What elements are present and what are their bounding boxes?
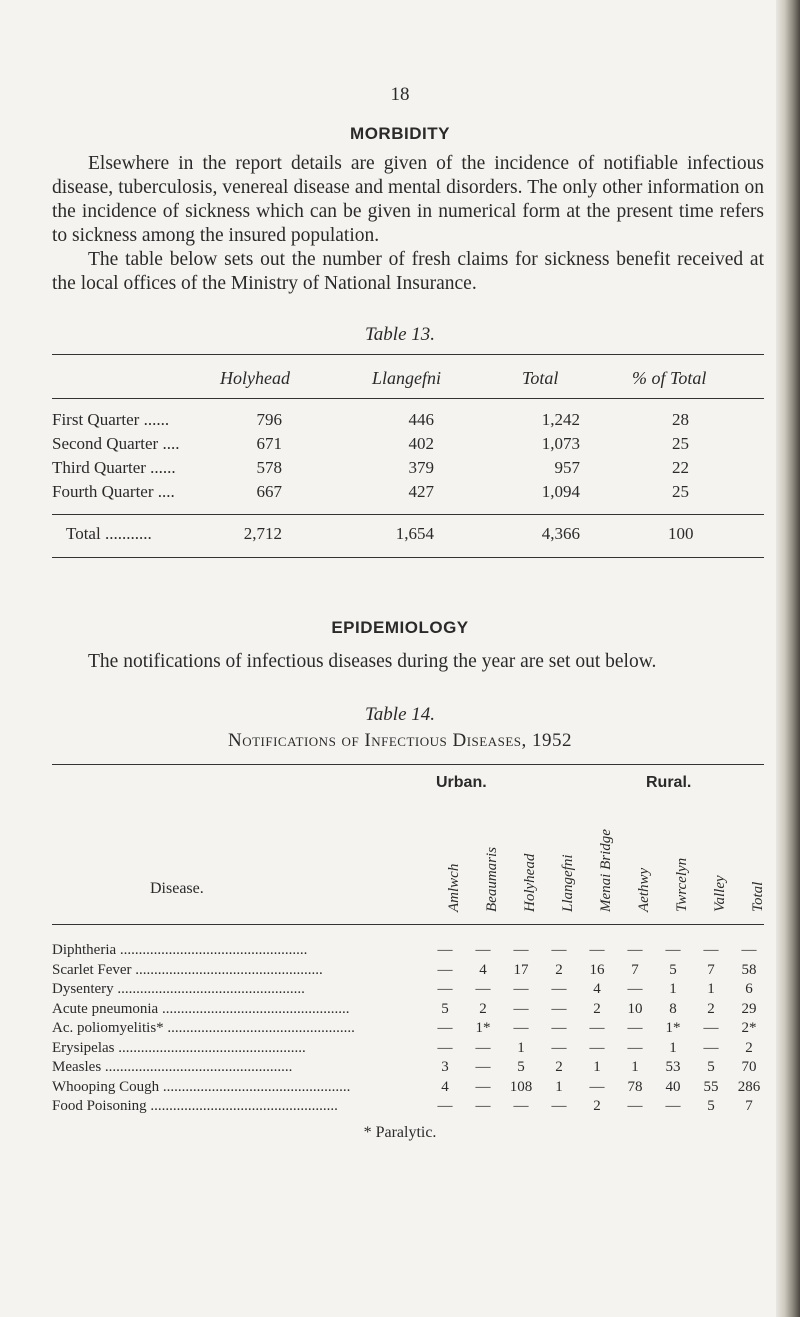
cell-valley: — [703,942,719,958]
cell-holyhead: 5 [517,1059,525,1075]
morbidity-text [52,152,764,296]
cell-llangefni: — [551,942,567,958]
col-header-aethwy: Aethwy [636,867,652,912]
cell-menai-bridge: — [589,942,605,958]
table14-caption: Table 14. [364,704,436,725]
cell-llangefni: 2 [555,961,563,978]
cell-total: 6 [745,981,753,997]
total-llangefni: 1,654 [395,524,434,543]
table14-footnote: * Paralytic. [363,1124,437,1141]
cell-holyhead: — [513,1020,529,1036]
cell-twrcelyn: 1 [669,981,677,997]
cell-menai-bridge: — [589,1039,605,1056]
cell-llangefni: 446 [408,410,434,429]
table13-total-rule [52,514,764,515]
disease-header: Disease. [150,880,204,897]
col-header-llangefni: Llangefni [560,854,576,912]
disease-label: Diphtheria .................................................. [52,942,308,958]
cell-menai-bridge: 2 [593,1000,601,1017]
cell-total: 957 [554,458,580,477]
cell-holyhead: 671 [256,434,282,453]
cell-twrcelyn: — [665,1098,681,1114]
total-total: 4,366 [541,524,580,543]
epidemiology-text [52,650,764,674]
cell-twrcelyn: 1 [669,1039,677,1056]
cell-menai-bridge: 4 [593,981,601,997]
cell-total: 1,073 [541,434,580,453]
cell-amlwch: — [437,1020,453,1036]
total-label: Total ........... [66,524,152,543]
cell-aethwy: 1 [631,1059,639,1075]
col-header-holyhead: Holyhead [522,853,538,912]
row-label: Fourth Quarter .... [52,482,175,501]
cell-total: 70 [741,1059,757,1075]
col-header-menai-bridge: Menai Bridge [598,829,614,912]
cell-valley: 1 [707,981,715,997]
cell-percent: 25 [672,434,689,453]
cell-valley: 5 [707,1059,715,1075]
cell-valley: — [703,1039,719,1056]
cell-holyhead: 17 [513,961,529,978]
cell-valley: 55 [703,1078,719,1095]
cell-beaumaris: — [475,1098,491,1114]
cell-menai-bridge: 2 [593,1098,601,1114]
cell-amlwch: 3 [441,1059,449,1075]
cell-holyhead: — [513,1000,529,1017]
cell-twrcelyn: 40 [665,1078,681,1095]
table13-header-holyhead: Holyhead [220,368,290,388]
cell-twrcelyn: 1* [665,1020,681,1036]
morbidity-paragraph-2: The table below sets out the number of fresh claims for sickness benefit received at the local offices of the Ministry of National Insurance. [52,249,764,294]
cell-twrcelyn: 53 [665,1059,681,1075]
cell-holyhead: 667 [256,482,282,501]
cell-holyhead: 1 [517,1039,525,1056]
col-header-amlwch: Amlwch [446,863,462,912]
page-edge-shadow [776,0,800,1317]
cell-aethwy: 10 [627,1000,643,1017]
epidemiology-heading: EPIDEMIOLOGY [331,618,469,637]
table13-header-rule [52,398,764,399]
table14-header-rule [52,924,764,925]
cell-holyhead: — [513,1098,529,1114]
disease-label: Measles .................................................. [52,1059,293,1075]
morbidity-paragraph-1: Elsewhere in the report details are given of the incidence of notifiable infectious disease, tuberculosis, venereal disease and mental disorders. The only other information on the incidence of sickness which can be given in numerical form at the present time refers to sickness among the insured population. [52,153,764,246]
cell-menai-bridge: 16 [589,961,605,978]
cell-holyhead: — [513,942,529,958]
cell-llangefni: 2 [555,1059,563,1075]
cell-beaumaris: — [475,1059,491,1075]
disease-label: Erysipelas .................................................. [52,1039,306,1056]
disease-label: Scarlet Fever .................................................. [52,961,323,978]
cell-holyhead: 108 [509,1078,533,1095]
cell-total: 1,242 [541,410,580,429]
cell-amlwch: — [437,981,453,997]
table13-caption: Table 13. [364,324,436,345]
cell-holyhead: 578 [256,458,282,477]
cell-amlwch: 5 [441,1000,449,1017]
col-header-valley: Valley [712,875,728,912]
cell-holyhead: — [513,981,529,997]
cell-amlwch: 4 [441,1078,449,1095]
cell-beaumaris: — [475,981,491,997]
cell-percent: 25 [672,482,689,501]
cell-twrcelyn: 5 [669,961,677,978]
cell-total: 7 [745,1098,753,1114]
cell-aethwy: — [627,942,643,958]
cell-aethwy: — [627,1039,643,1056]
rural-group-label: Rural. [646,774,692,791]
cell-beaumaris: 2 [479,1000,487,1017]
cell-menai-bridge: — [589,1078,605,1095]
cell-beaumaris: 1* [475,1020,491,1036]
disease-label: Acute pneumonia .................................................. [52,1000,350,1017]
cell-holyhead: 796 [256,410,282,429]
cell-llangefni: — [551,1039,567,1056]
cell-llangefni: — [551,1098,567,1114]
cell-valley: 5 [707,1098,715,1114]
total-holyhead: 2,712 [243,524,282,543]
urban-group-label: Urban. [436,774,487,791]
cell-amlwch: — [437,1098,453,1114]
col-header-total: Total [750,881,766,912]
cell-llangefni: — [551,1020,567,1036]
cell-beaumaris: — [475,942,491,958]
col-header-beaumaris: Beaumaris [484,847,500,912]
cell-beaumaris: — [475,1078,491,1095]
cell-twrcelyn: — [665,942,681,958]
cell-llangefni: — [551,1000,567,1017]
disease-label: Whooping Cough .................................................. [52,1078,351,1095]
cell-llangefni: 1 [555,1078,563,1095]
cell-valley: 7 [707,961,715,978]
cell-menai-bridge: 1 [593,1059,601,1075]
cell-aethwy: 78 [627,1078,643,1095]
cell-amlwch: — [437,1039,453,1056]
cell-twrcelyn: 8 [669,1000,677,1017]
disease-label: Food Poisoning .................................................. [52,1098,338,1114]
cell-percent: 22 [672,458,689,477]
table13-top-rule [52,354,764,355]
table13-header-total: Total [522,368,559,388]
table13-header-llangefni: Llangefni [372,368,442,388]
col-header-twrcelyn: Twrcelyn [674,857,690,912]
row-label: Third Quarter ...... [52,458,176,477]
morbidity-heading: MORBIDITY [350,124,450,143]
cell-total: 2* [741,1020,757,1036]
cell-valley: — [703,1020,719,1036]
cell-total: — [741,942,757,958]
cell-valley: 2 [707,1000,715,1017]
cell-llangefni: 379 [408,458,434,477]
table14-top-rule [52,764,764,765]
cell-beaumaris: — [475,1039,491,1056]
cell-llangefni: 427 [408,482,434,501]
cell-beaumaris: 4 [479,961,487,978]
cell-aethwy: 7 [631,961,639,978]
table13-header-percent: % of Total [632,368,707,388]
total-percent: 100 [668,524,694,543]
table14-title: Notifications of Infectious Diseases, 1952 [227,730,573,751]
epidemiology-paragraph: The notifications of infectious diseases during the year are set out below. [88,651,657,672]
cell-total: 29 [741,1000,757,1017]
cell-aethwy: — [627,981,643,997]
cell-aethwy: — [627,1098,643,1114]
cell-total: 1,094 [541,482,580,501]
disease-label: Dysentery .................................................. [52,981,305,997]
cell-total: 286 [737,1078,761,1095]
disease-label: Ac. poliomyelitis* .................................................. [52,1020,355,1036]
row-label: Second Quarter .... [52,434,180,453]
page-number: 18 [390,84,410,105]
row-label: First Quarter ...... [52,410,170,429]
cell-aethwy: — [627,1020,643,1036]
cell-llangefni: — [551,981,567,997]
cell-amlwch: — [437,961,453,978]
cell-menai-bridge: — [589,1020,605,1036]
table13-bottom-rule [52,557,764,558]
cell-llangefni: 402 [408,434,434,453]
cell-total: 2 [745,1039,753,1056]
cell-amlwch: — [437,942,453,958]
cell-percent: 28 [672,410,689,429]
cell-total: 58 [741,961,757,978]
